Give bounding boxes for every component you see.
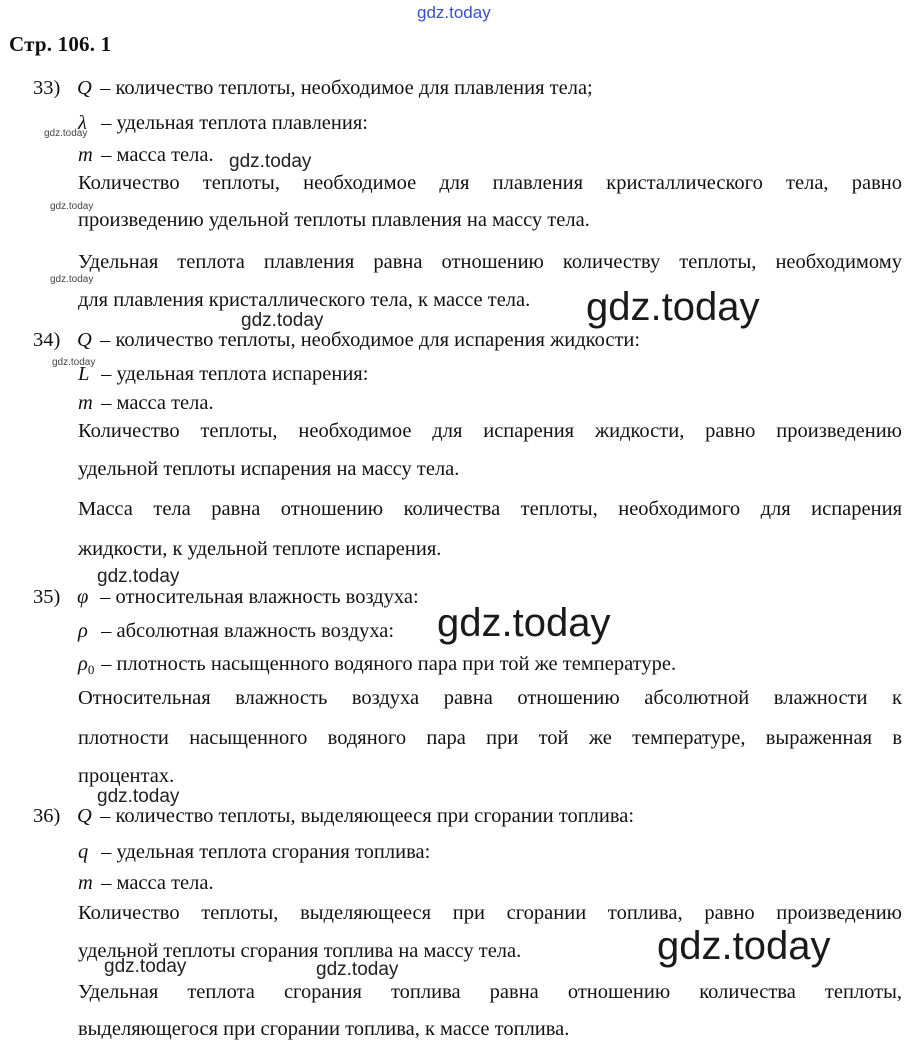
section-number: 34)	[33, 329, 61, 351]
symbol: Q	[77, 805, 92, 827]
section-34-line-1	[33, 328, 640, 352]
section-35-paragraph-1-line-1: Относительная влажность воздуха равна отношению абсолютной влажности к	[78, 687, 902, 709]
symbol: m	[78, 144, 93, 166]
section-35-line-2	[78, 619, 394, 643]
symbol-base: ρ	[78, 653, 88, 675]
definition-text: – относительная влажность воздуха:	[95, 586, 419, 608]
section-34-paragraph-1-line-2: удельной теплоты испарения на массу тела.	[78, 458, 460, 480]
definition-text: – количество теплоты, необходимое для испарения жидкости:	[95, 329, 641, 351]
watermark-tiny: gdz.today	[50, 274, 94, 285]
watermark-large: gdz.today	[657, 924, 831, 968]
section-number: 33)	[33, 77, 61, 99]
section-number: 35)	[33, 586, 61, 608]
section-36-paragraph-2-line-2: выделяющегося при сгорании топлива, к массе топлива.	[78, 1018, 570, 1040]
symbol-subscript: 0	[87, 662, 95, 677]
definition-text: – количество теплоты, выделяющееся при сгорании топлива:	[95, 805, 635, 827]
watermark-tiny: gdz.today	[50, 201, 94, 212]
watermark-small: gdz.today	[241, 310, 324, 331]
definition-text: – масса тела.	[96, 392, 214, 414]
watermark-large: gdz.today	[586, 285, 760, 329]
section-36-paragraph-1-line-1: Количество теплоты, выделяющееся при сгорании топлива, равно произведению	[78, 902, 902, 924]
definition-text: – удельная теплота плавления:	[96, 112, 368, 134]
definition-text: – абсолютная влажность воздуха:	[96, 620, 395, 642]
symbol	[78, 652, 96, 682]
symbol: Q	[77, 329, 92, 351]
definition-text: – удельная теплота сгорания топлива:	[96, 841, 431, 863]
section-36-line-1	[33, 804, 634, 828]
section-33-line-1	[33, 76, 593, 100]
definition-text: – масса тела.	[96, 872, 214, 894]
section-36-paragraph-2-line-1: Удельная теплота сгорания топлива равна отношению количества теплоты,	[78, 981, 902, 1003]
symbol: ρ	[78, 620, 88, 642]
section-36-line-3	[78, 871, 214, 895]
section-34-paragraph-2-line-2: жидкости, к удельной теплоте испарения.	[78, 538, 442, 560]
section-34-line-3	[78, 391, 214, 415]
watermark-top: gdz.today	[417, 3, 491, 22]
section-33-paragraph-1-line-2: произведению удельной теплоты плавления на массу тела.	[78, 209, 590, 231]
symbol: φ	[77, 586, 89, 608]
section-35-paragraph-1-line-2: плотности насыщенного водяного пара при той же температуре, выраженная в	[78, 727, 902, 749]
symbol: q	[78, 841, 89, 863]
watermark-small: gdz.today	[97, 786, 180, 807]
section-35-line-1	[33, 585, 419, 609]
watermark-small: gdz.today	[316, 959, 399, 980]
section-35-paragraph-1-line-3: процентах.	[78, 765, 175, 787]
watermark-tiny: gdz.today	[52, 357, 96, 368]
section-33-paragraph-1-line-1: Количество теплоты, необходимое для плавления кристаллического тела, равно	[78, 172, 902, 194]
watermark-tiny: gdz.today	[44, 128, 88, 139]
section-36-line-2	[78, 840, 430, 864]
symbol: Q	[77, 77, 92, 99]
watermark-small: gdz.today	[104, 956, 187, 977]
section-35-line-3	[78, 652, 676, 682]
section-34-paragraph-1-line-1: Количество теплоты, необходимое для испарения жидкости, равно произведению	[78, 420, 902, 442]
definition-text: – количество теплоты, необходимое для плавления тела;	[95, 77, 593, 99]
section-33-paragraph-2-line-1: Удельная теплота плавления равна отношению количеству теплоты, необходимому	[78, 251, 902, 273]
page-title: Стр. 106. 1	[9, 32, 112, 56]
section-33-line-3	[78, 143, 214, 167]
definition-text: – удельная теплота испарения:	[96, 363, 369, 385]
symbol: λ	[78, 112, 87, 134]
section-34-line-2	[78, 362, 368, 386]
symbol: L	[78, 363, 90, 385]
watermark-small: gdz.today	[97, 566, 180, 587]
section-33-line-2	[78, 111, 368, 135]
watermark-large: gdz.today	[437, 601, 611, 645]
definition-text: – плотность насыщенного водяного пара при той же температуре.	[96, 653, 677, 675]
section-36-paragraph-1-line-2: удельной теплоты сгорания топлива на массу тела.	[78, 940, 522, 962]
symbol: m	[78, 392, 93, 414]
section-number: 36)	[33, 805, 61, 827]
definition-text: – масса тела.	[96, 144, 214, 166]
section-33-paragraph-2-line-2: для плавления кристаллического тела, к массе тела.	[78, 289, 531, 311]
section-34-paragraph-2-line-1: Масса тела равна отношению количества теплоты, необходимого для испарения	[78, 498, 902, 520]
watermark-small: gdz.today	[229, 151, 312, 172]
symbol: m	[78, 872, 93, 894]
